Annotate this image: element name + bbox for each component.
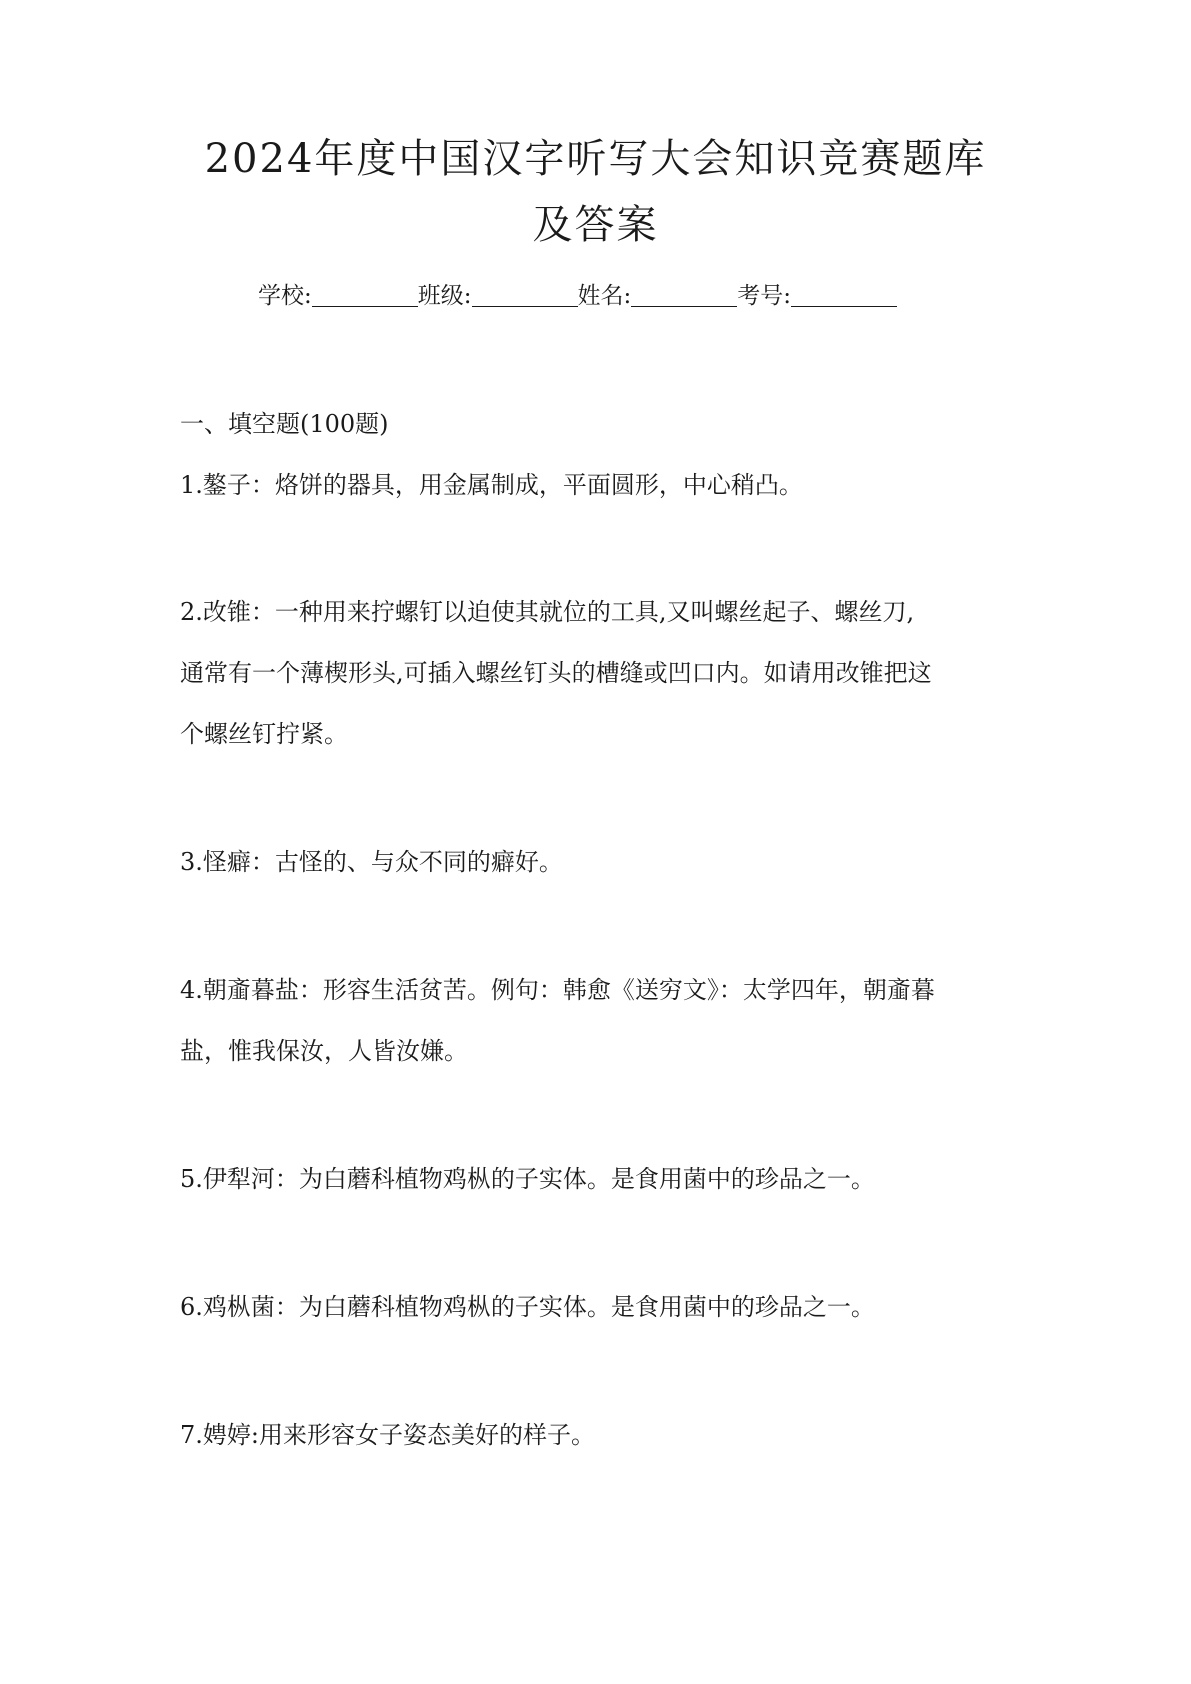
document-title-line1: 2024年度中国汉字听写大会知识竞赛题库 — [204, 136, 987, 182]
question-2-line-2: 通常有一个薄楔形头,可插入螺丝钉头的槽缝或凹口内。如请用改锥把这 — [180, 659, 932, 687]
question-6: 6.鸡枞菌：为白蘑科植物鸡枞的子实体。是食用菌中的珍品之一。 — [180, 1293, 875, 1321]
name-blank — [631, 305, 737, 307]
question-2-line-3: 个螺丝钉拧紧。 — [180, 720, 348, 748]
school-label: 学校: — [258, 283, 312, 309]
question-1: 1.鏊子：烙饼的器具，用金属制成，平面圆形，中心稍凸。 — [180, 471, 803, 499]
name-label: 姓名: — [577, 283, 632, 309]
question-4-line-2: 盐，惟我保汝，人皆汝嫌。 — [180, 1037, 468, 1065]
school-blank — [312, 305, 418, 307]
section-heading: 一、填空题(100题) — [180, 410, 389, 438]
question-7: 7.娉婷:用来形容女子姿态美好的样子。 — [180, 1421, 595, 1449]
document-title-line2: 及答案 — [532, 202, 659, 248]
question-5: 5.伊犁河：为白蘑科植物鸡枞的子实体。是食用菌中的珍品之一。 — [180, 1165, 875, 1193]
class-field — [418, 280, 578, 312]
question-3: 3.怪癖：古怪的、与众不同的癖好。 — [180, 848, 563, 876]
question-4-line-1: 4.朝齑暮盐：形容生活贫苦。例句：韩愈《送穷文》：太学四年，朝齑暮 — [180, 976, 935, 1004]
question-2-line-1: 2.改锥：一种用来拧螺钉以迫使其就位的工具,又叫螺丝起子、螺丝刀, — [180, 598, 915, 626]
student-info-line — [258, 280, 897, 312]
exam-no-label: 考号: — [737, 283, 791, 309]
name-field — [578, 280, 738, 312]
exam-no-blank — [791, 305, 897, 307]
class-blank — [472, 305, 578, 307]
exam-no-field — [737, 280, 897, 312]
school-field — [258, 280, 418, 312]
class-label: 班级: — [417, 283, 472, 309]
